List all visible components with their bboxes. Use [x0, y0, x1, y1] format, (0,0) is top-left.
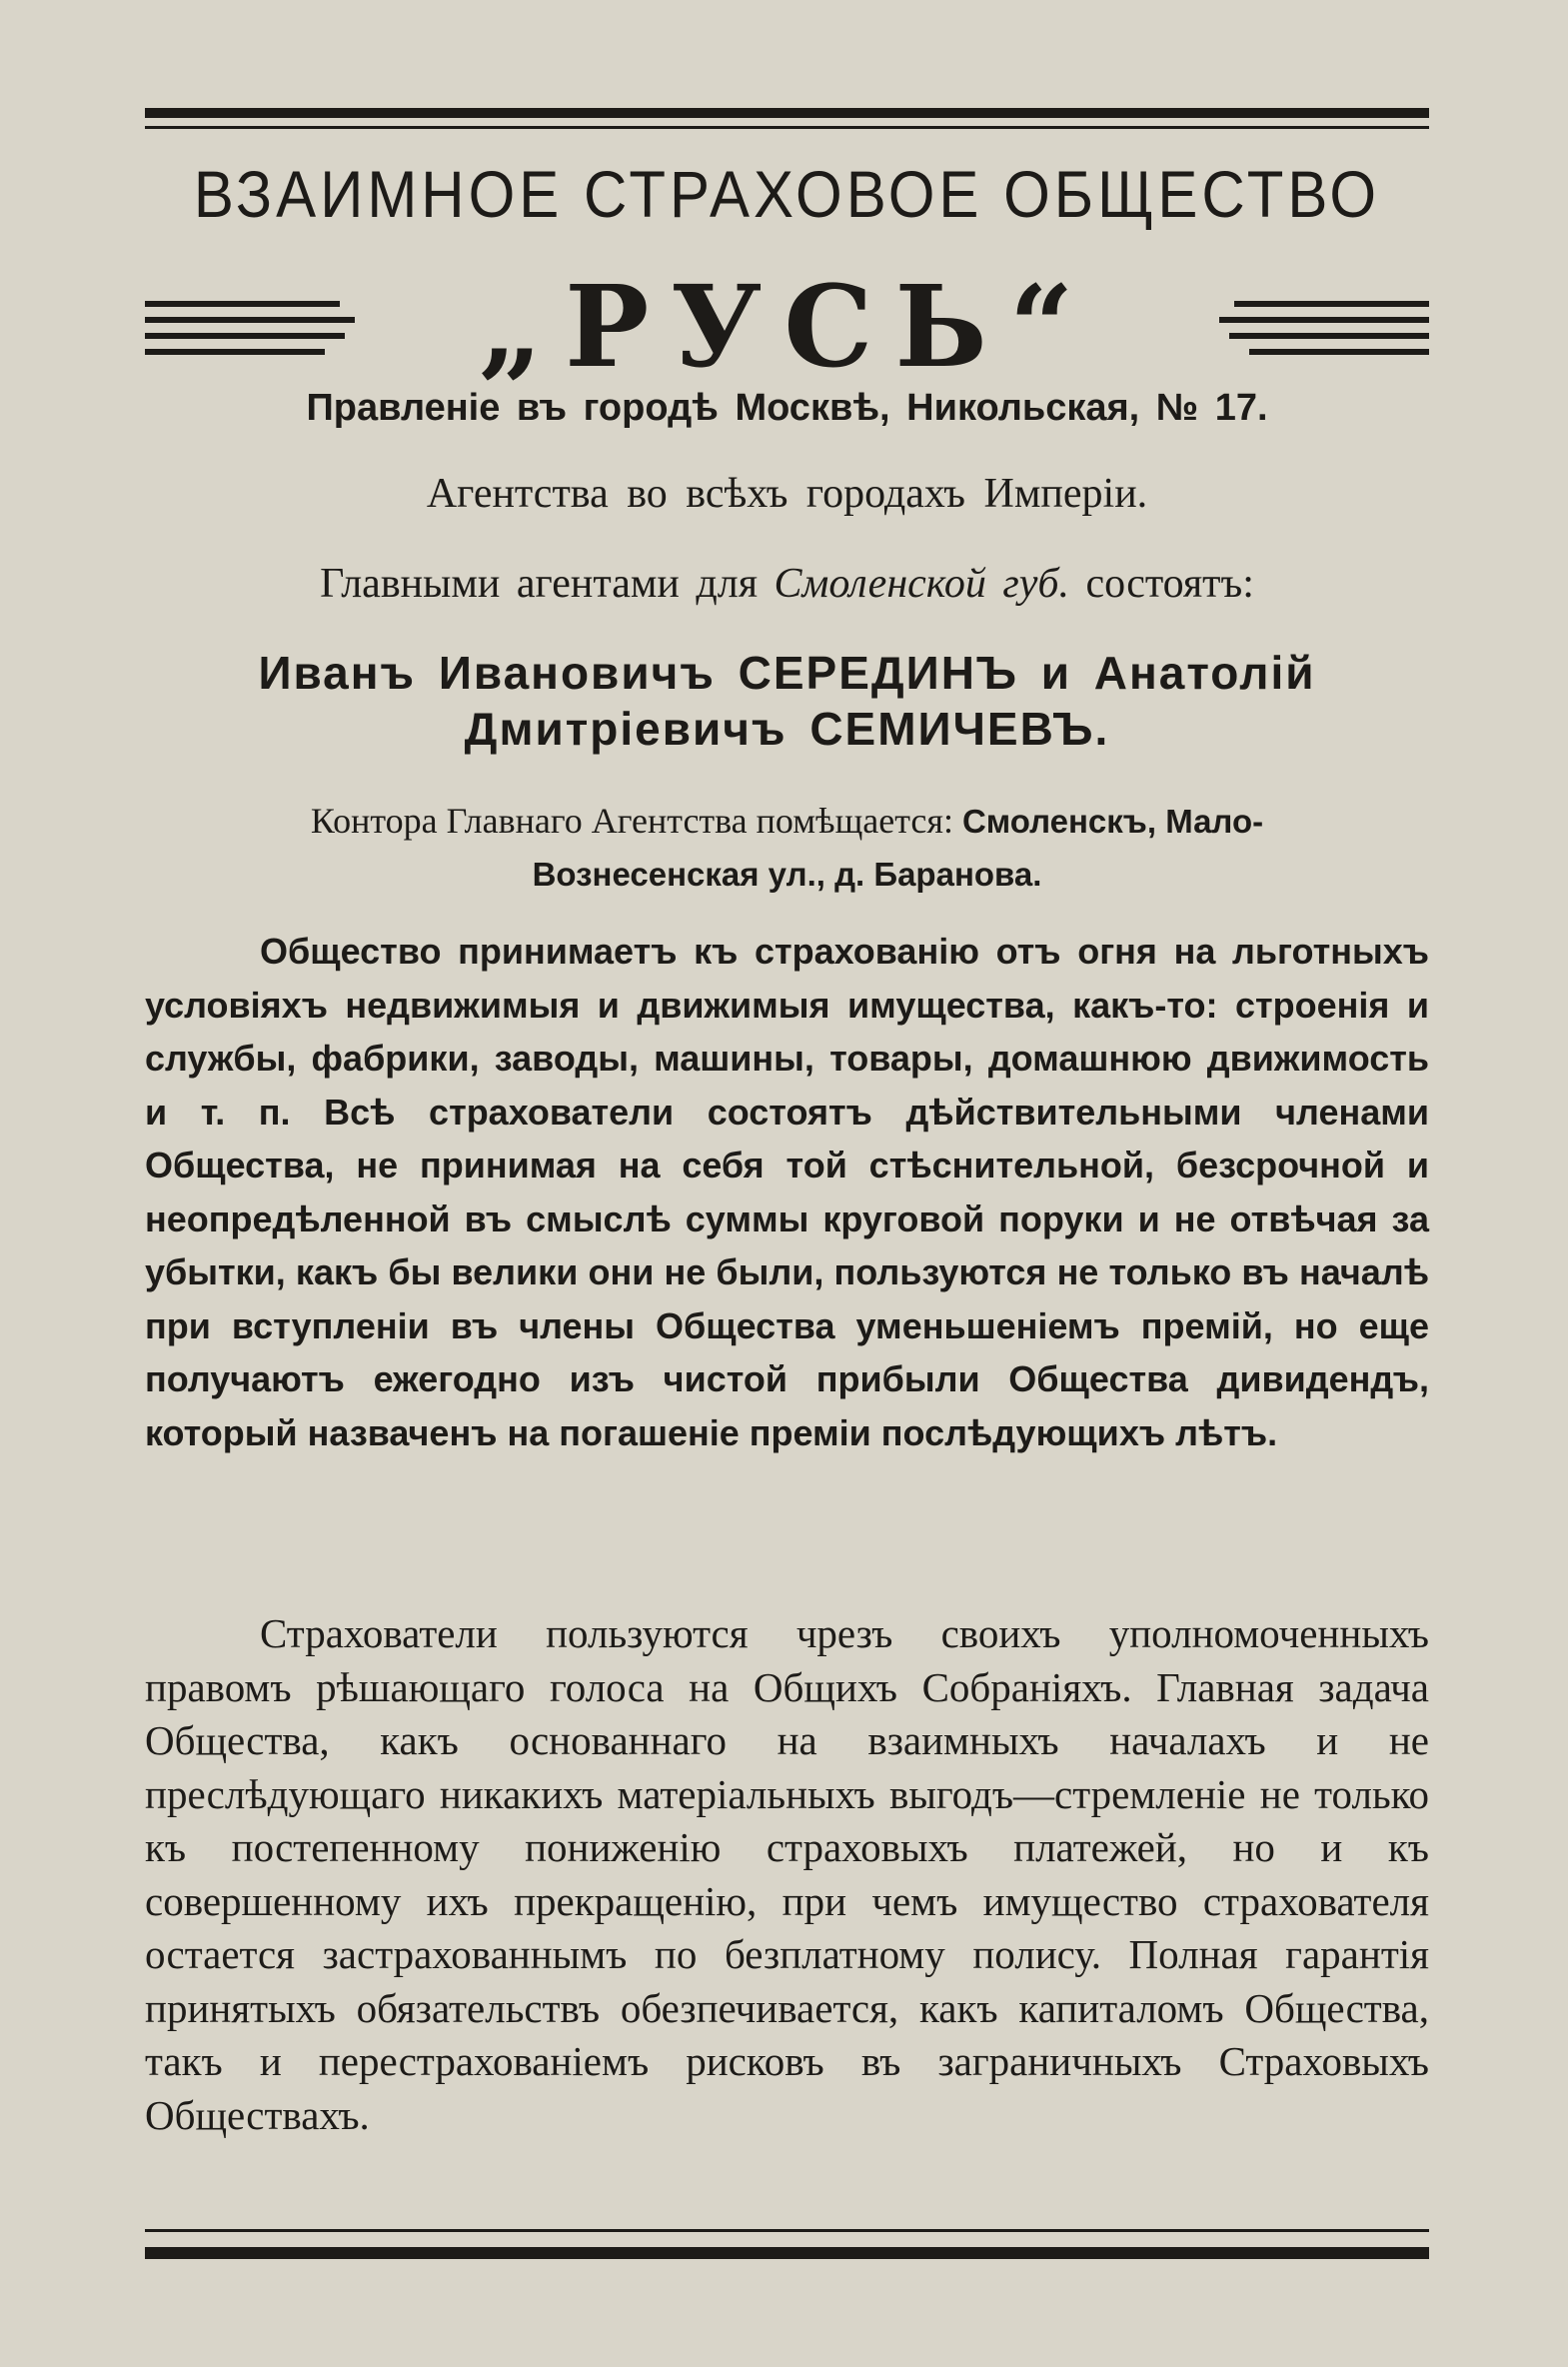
agencies-note: Агентства во всѣхъ городахъ Имперіи.: [426, 471, 1148, 517]
chief-region: Смоленской губ.: [774, 561, 1069, 607]
office-prefix: Контора Главнаго Агентства помѣщается:: [310, 801, 953, 841]
office-address-line-1: Смоленскъ, Мало-: [961, 803, 1264, 840]
society-title: ВЗАИМНОЕ СТРАХОВОЕ ОБЩЕСТВО: [193, 157, 1381, 232]
agent-names: [145, 645, 1429, 757]
chief-agents-intro: [145, 560, 1429, 608]
agent-names-line-1: Иванъ Ивановичъ СЕРЕДИНЪ и Анатолій: [258, 647, 1316, 699]
paragraph-policyholders: Страхователи пользуются чрезъ своихъ уполномоченныхъ правомъ рѣшающаго голоса на Общихъ Собраніяхъ. Главная задача Общества, какъ основаннаго на взаимныхъ началахъ и не преслѣдующаго никакихъ матеріальныхъ выгодъ—стремленіе не только къ постепенному пониженію страховыхъ платежей, но и къ совершенному ихъ прекращенію, при чемъ имущество страхователя остается застрахованнымъ по безплатному полису. Полная гарантія принятыхъ обязательствъ обезпечивается, какъ капиталомъ Общества, такъ и перестрахованіемъ рисковъ въ заграничныхъ Страховыхъ Обществахъ.: [145, 1610, 1429, 2138]
headquarters-address: Правленіе въ городѣ Москвѣ, Никольская, № 17.: [306, 387, 1268, 429]
agent-names-line-2: Дмитріевичъ СЕМИЧЕВЪ.: [464, 703, 1110, 755]
office-address-line-2: Вознесенская ул., д. Баранова.: [532, 856, 1042, 893]
decorative-lines-left: [145, 301, 355, 355]
chief-suffix: состоятъ:: [1085, 561, 1254, 607]
chief-prefix: Главными агентами для: [320, 561, 759, 607]
decorative-lines-right: [1219, 301, 1429, 355]
top-border-rule: [145, 108, 1429, 118]
company-name: „РУСЬ“: [478, 262, 1096, 393]
paragraph-insurance-terms: Общество принимаетъ къ страхованію отъ огня на льготныхъ условіяхъ недвижимыя и движимыя имущества, какъ-то: строенія и службы, фабрики, заводы, машины, товары, домашнюю движимость и т. п. Всѣ страхователи состоятъ дѣйствительными членами Общества, не принимая на себя той стѣснительной, безсрочной и неопредѣленной въ смыслѣ суммы круговой поруки и не отвѣчая за убытки, какъ бы велики они не были, пользуются не только въ началѣ при вступленіи въ члены Общества уменьшеніемъ премій, но еще получаютъ ежегодно изъ чистой прибыли Общества дивидендъ, который назваченъ на погашеніе преміи послѣдующихъ лѣтъ.: [145, 931, 1429, 1453]
company-name-row: [145, 262, 1429, 393]
bottom-border-rule: [145, 2247, 1429, 2259]
office-address: [145, 795, 1429, 901]
